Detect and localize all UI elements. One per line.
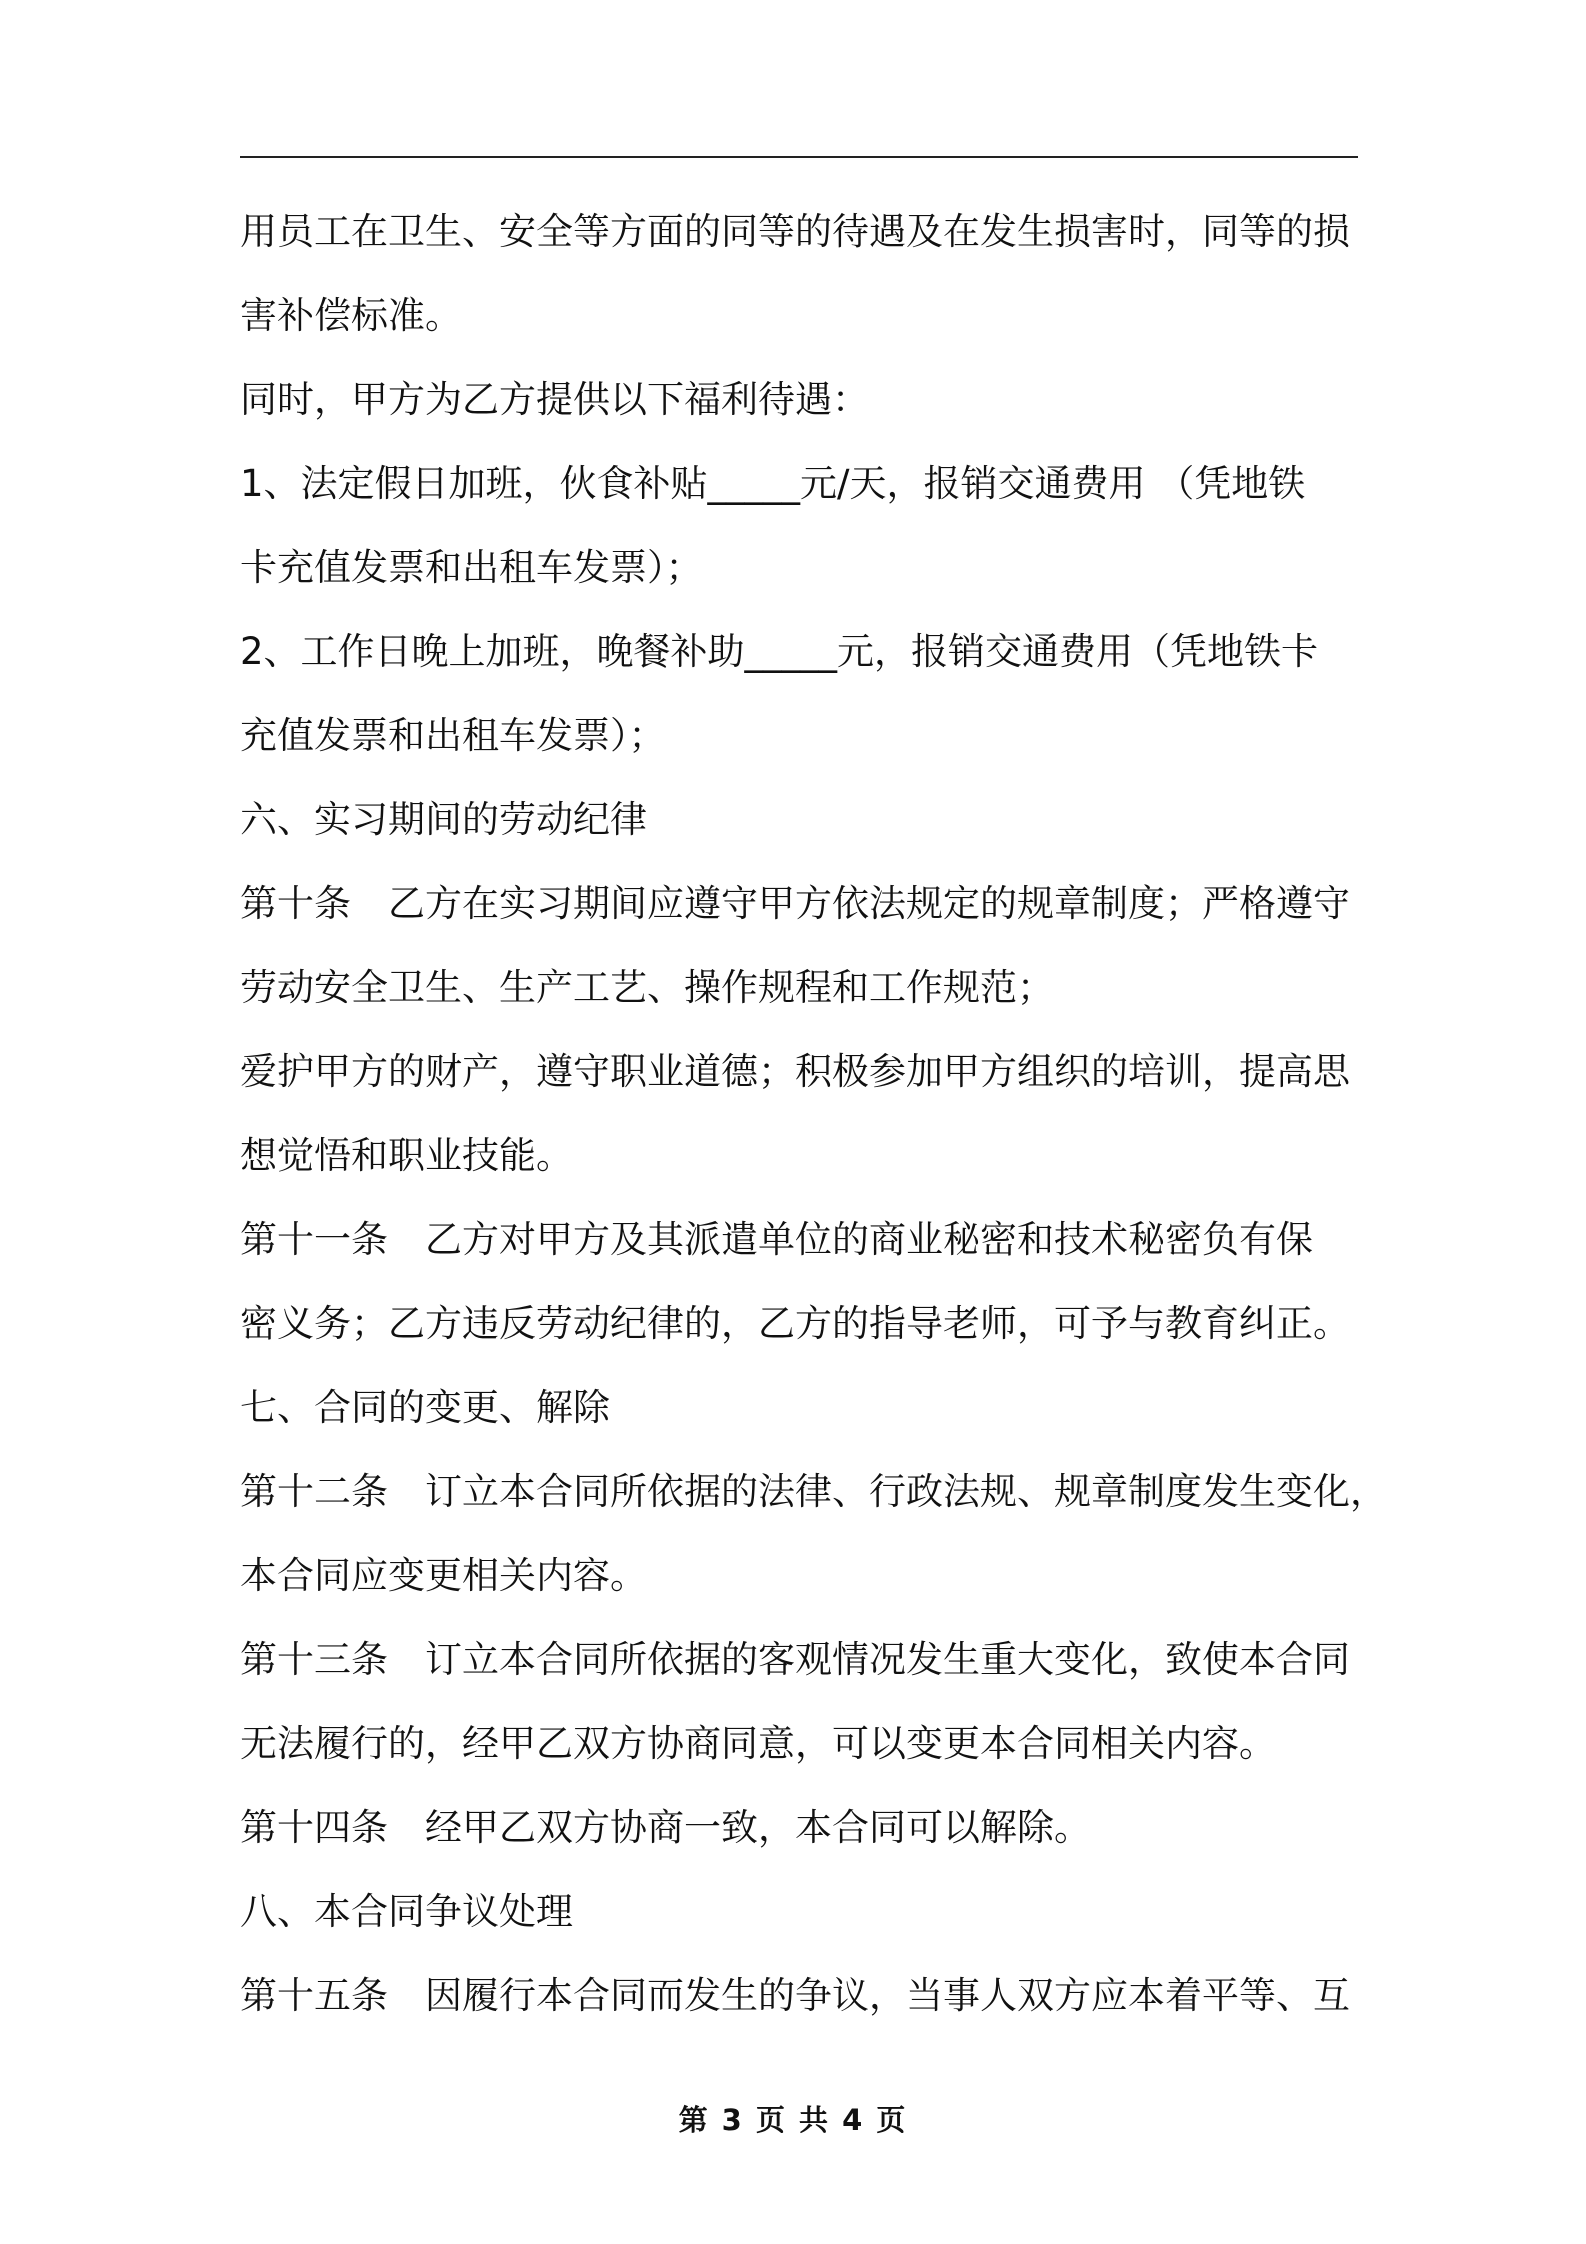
text-line: 第十二条 订立本合同所依据的法律、行政法规、规章制度发生变化， — [240, 1470, 1387, 1513]
section-heading: 六、实习期间的劳动纪律 — [240, 798, 647, 841]
text-line: 爱护甲方的财产，遵守职业道德；积极参加甲方组织的培训，提高思 — [240, 1050, 1350, 1093]
text-line: 卡充值发票和出租车发票）； — [240, 546, 703, 589]
text-line: 想觉悟和职业技能。 — [240, 1134, 573, 1177]
text-line: 第十三条 订立本合同所依据的客观情况发生重大变化，致使本合同 — [240, 1638, 1350, 1681]
text-line: 充值发票和出租车发票）； — [240, 714, 666, 757]
text-line: 1、法定假日加班，伙食补贴_____元/天，报销交通费用 （凭地铁 — [240, 462, 1306, 505]
text-line: 第十条 乙方在实习期间应遵守甲方依法规定的规章制度；严格遵守 — [240, 882, 1350, 925]
section-heading: 七、合同的变更、解除 — [240, 1386, 610, 1429]
text-line: 害补偿标准。 — [240, 294, 462, 337]
text-line: 2、工作日晚上加班，晚餐补助_____元，报销交通费用（凭地铁卡 — [240, 630, 1319, 673]
text-line: 同时，甲方为乙方提供以下福利待遇： — [240, 378, 869, 421]
text-line: 劳动安全卫生、生产工艺、操作规程和工作规范； — [240, 966, 1054, 1009]
text-line: 无法履行的，经甲乙双方协商同意，可以变更本合同相关内容。 — [240, 1722, 1276, 1765]
text-line: 用员工在卫生、安全等方面的同等的待遇及在发生损害时，同等的损 — [240, 210, 1350, 253]
text-line: 本合同应变更相关内容。 — [240, 1554, 647, 1597]
text-line: 第十五条 因履行本合同而发生的争议，当事人双方应本着平等、互 — [240, 1974, 1350, 2017]
page-number-footer: 第 3 页 共 4 页 — [678, 2103, 908, 2137]
text-line: 第十一条 乙方对甲方及其派遣单位的商业秘密和技术秘密负有保 — [240, 1218, 1313, 1261]
text-line: 第十四条 经甲乙双方协商一致，本合同可以解除。 — [240, 1806, 1091, 1849]
header-rule — [240, 156, 1358, 158]
text-line: 密义务；乙方违反劳动纪律的，乙方的指导老师，可予与教育纠正。 — [240, 1302, 1350, 1345]
section-heading: 八、本合同争议处理 — [240, 1890, 573, 1933]
document-body — [240, 190, 1387, 2038]
